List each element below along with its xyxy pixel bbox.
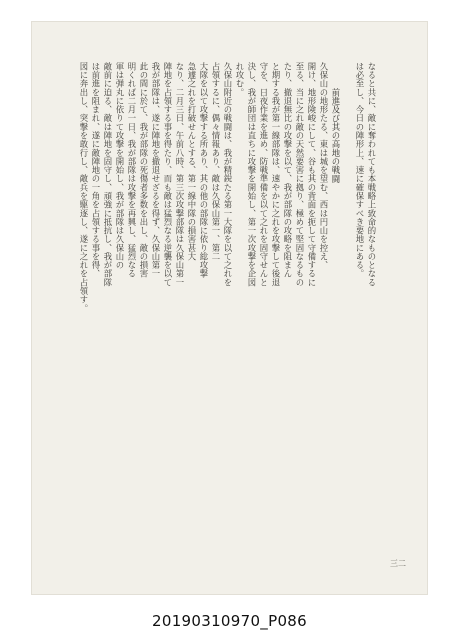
text-column: 至る、当に之れ敵の天然要害に拠り、極めて堅固なるもの	[295, 62, 305, 287]
text-column: なり、二月三日、午前八時、第三次攻撃部隊は久保山第一	[175, 62, 185, 287]
text-column: なると共に、敵に奪われても本戦略上致命的なものとなる	[367, 62, 377, 287]
text-column: 決し、我が師団は直ちに攻撃を開始し、第一次攻撃を企図	[247, 62, 257, 287]
text-column: は前進を阻まれ、遂に敵陣地の一角を占領する事を得、	[91, 62, 101, 278]
document-page	[32, 22, 427, 594]
section-heading: 前進及び其の高地の戦闘	[331, 88, 341, 184]
text-column: 開け、地形険峻にして、谷も其の背面を扼して守備するに	[307, 62, 317, 287]
image-caption: 20190310970_P086	[152, 612, 307, 630]
text-column: 我が部隊は、遂に陣地を撤退せざるを得ず、久保山第一	[151, 62, 161, 278]
text-column: 敵前に迫る、敵は陣地を固守し、頑強に抵抗し、我が部隊	[103, 62, 113, 287]
text-column: 急遽之れを打破せんとする、第一線中隊の損害甚大	[187, 62, 197, 261]
text-column: たり、撤退無比の攻撃を以て、我が部隊の攻略を阻まん	[283, 62, 293, 278]
text-column: 図に奔出し、突撃を敢行し、敵兵を駆逐し、遂に之れを占領す。	[79, 62, 89, 313]
text-column: 此の間に於て、我が部隊の死傷者多数を出し、敵の損害	[139, 62, 149, 278]
text-column: 久保山附近の戦闘は、我が精鋭たる第一大隊を以て之れを	[223, 62, 233, 287]
text-column: 明くれば二月一日、我が部隊は攻撃を再興し、猛烈なる	[127, 62, 137, 278]
vertical-text-body	[78, 62, 378, 542]
text-column: 陣地を占領する事を得たり、而も敵は猛烈なる逆襲を以て	[163, 62, 173, 287]
page-number: 三二	[390, 559, 406, 568]
text-column: 守を、日夜作業を進め、防戦準備を以て之れを固守せんと	[259, 62, 269, 287]
text-column: 占領するに、偶々情報あり、敵は久保山第一、第二	[211, 62, 221, 261]
text-column: 大隊を以て攻撃する所あり、其の他の部隊に依り総攻撃	[199, 62, 209, 278]
text-column: 軍は弾丸に依りて攻撃を開始し、我が部隊は久保山の	[115, 62, 125, 270]
text-column: れ攻む。	[235, 62, 245, 97]
text-column: 久保山の地形たる、東は城を望む、西は円山を控え、	[319, 62, 329, 270]
text-column: と期する我が第一線部隊は、速やかに之れを攻撃して後退	[271, 62, 281, 287]
text-column: は必至し、今日の陣形上、速に確保すべき要地にある。	[355, 62, 365, 278]
